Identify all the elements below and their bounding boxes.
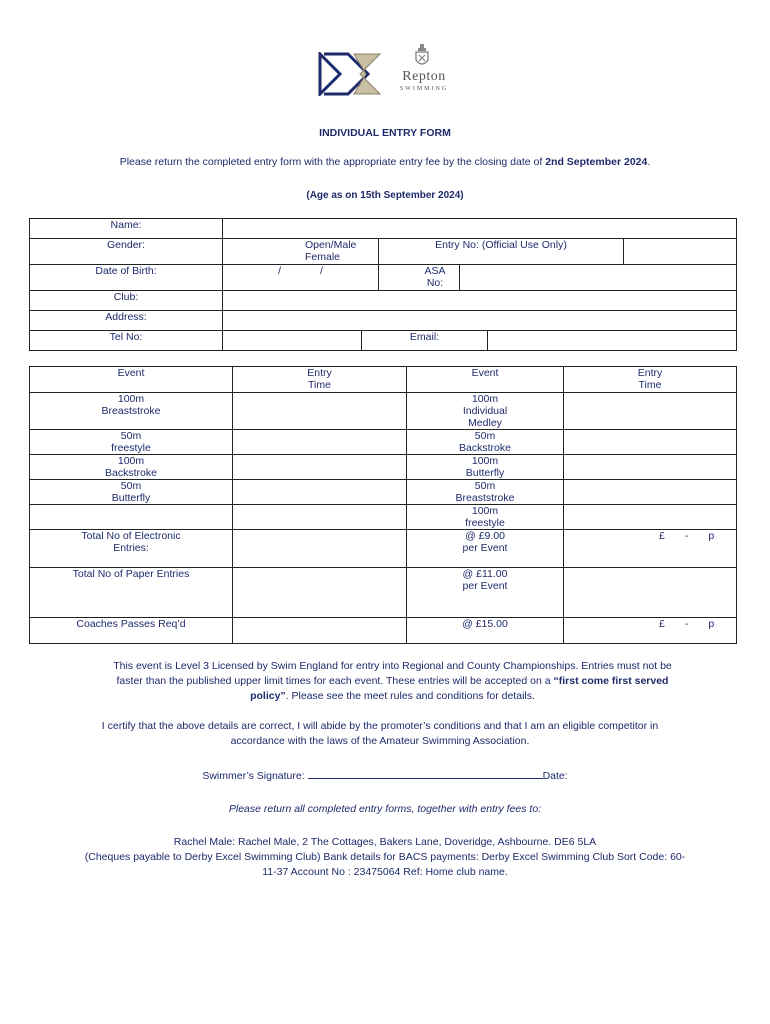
email-field[interactable]	[488, 331, 737, 351]
entry-time-field[interactable]	[233, 393, 407, 430]
event-name: 50m Butterfly	[30, 480, 233, 505]
event-name: 100m Breaststroke	[30, 393, 233, 430]
event-name: 100m Individual Medley	[407, 393, 564, 430]
postal-address	[80, 835, 690, 880]
brand-sub: SWIMMING	[399, 86, 449, 92]
entry-time-field[interactable]	[564, 505, 737, 530]
certify-text: I certify that the above details are correct, I will abide by the promoter’s conditions and that I am an eligible competitor in accordance with the laws of the Amateur Swimming Association.	[101, 720, 659, 747]
entry-time-header: Entry Time	[564, 367, 737, 393]
entry-time-field[interactable]	[233, 455, 407, 480]
signature-line	[0, 768, 770, 782]
intro-text: Please return the completed entry form with the appropriate entry fee by the closing date of 2nd September 2024.	[119, 156, 651, 168]
event-name: 100m Backstroke	[30, 455, 233, 480]
paper-fee: @ £11.00 per Event	[407, 568, 564, 618]
event-name: 50m Backstroke	[407, 430, 564, 455]
email-label: Email:	[362, 331, 488, 351]
events-header: Event	[407, 367, 564, 393]
date-label: Date:	[542, 770, 568, 782]
asa-field[interactable]	[460, 265, 737, 291]
name-field[interactable]	[223, 219, 737, 239]
dob-field[interactable]: / /	[223, 265, 379, 291]
entry-no-field[interactable]	[624, 239, 737, 265]
entry-time-field[interactable]	[564, 393, 737, 430]
form-title: INDIVIDUAL ENTRY FORM	[319, 127, 451, 139]
address-line-1: Rachel Male: Rachel Male, 2 The Cottages, Bakers Lane, Doveridge, Ashbourne. DE6 5LA	[173, 836, 597, 848]
entry-time-field[interactable]	[233, 480, 407, 505]
signature-label: Swimmer’s Signature:	[202, 770, 308, 782]
name-label: Name:	[30, 219, 223, 239]
repton-brand	[391, 70, 457, 92]
gender-field[interactable]	[223, 239, 379, 265]
signature-field[interactable]	[308, 768, 543, 779]
entry-time-field[interactable]	[233, 505, 407, 530]
event-name: 50m freestyle	[30, 430, 233, 455]
event-name: 100m Butterfly	[407, 455, 564, 480]
entry-time-field[interactable]	[564, 430, 737, 455]
coaches-passes-field[interactable]	[233, 618, 407, 644]
club-label: Club:	[30, 291, 223, 311]
entry-time-field[interactable]	[233, 430, 407, 455]
club-field[interactable]	[223, 291, 737, 311]
return-instructions: Please return all completed entry forms, together with entry fees to:	[228, 803, 542, 815]
event-name: 50m Breaststroke	[407, 480, 564, 505]
coaches-passes-label: Coaches Passes Req’d	[30, 618, 233, 644]
closing-date: 2nd September 2024	[545, 156, 648, 168]
events-table	[29, 366, 737, 644]
entry-time-field[interactable]	[564, 480, 737, 505]
paper-total-field[interactable]	[564, 568, 737, 618]
electronic-entries-label: Total No of Electronic Entries:	[30, 530, 233, 568]
address-field[interactable]	[223, 311, 737, 331]
age-note: (Age as on 15th September 2024)	[306, 190, 464, 201]
events-header: Event	[30, 367, 233, 393]
electronic-fee: @ £9.00 per Event	[407, 530, 564, 568]
asa-label: ASA No:	[379, 265, 460, 291]
electronic-entries-field[interactable]	[233, 530, 407, 568]
brand-name: Repton	[402, 69, 446, 84]
policy-bold: “first come first served policy”	[250, 675, 669, 702]
gender-options: Open/Male Female	[305, 239, 357, 263]
tel-label: Tel No:	[30, 331, 223, 351]
entry-time-header: Entry Time	[233, 367, 407, 393]
entry-time-field[interactable]	[564, 455, 737, 480]
coaches-fee: @ £15.00	[407, 618, 564, 644]
repton-crest-icon	[413, 42, 431, 68]
tel-field[interactable]	[223, 331, 362, 351]
event-name	[30, 505, 233, 530]
electronic-total-field[interactable]: £ - p	[564, 530, 737, 568]
dob-label: Date of Birth:	[30, 265, 223, 291]
entry-no-label: Entry No: (Official Use Only)	[379, 239, 624, 265]
event-name: 100m freestyle	[407, 505, 564, 530]
address-label: Address:	[30, 311, 223, 331]
coaches-total-field[interactable]: £ - p	[564, 618, 737, 644]
paper-entries-label: Total No of Paper Entries	[30, 568, 233, 618]
address-line-2: (Cheques payable to Derby Excel Swimming Club) Bank details for BACS payments: Derby Excel Swimming Club Sort Code: 60-11-37 Account No : 23475064 Ref: Home club name.	[84, 851, 686, 878]
details-table	[29, 218, 737, 351]
gender-label: Gender:	[30, 239, 223, 265]
level-notice: This event is Level 3 Licensed by Swim England for entry into Regional and County Championships. Entries must not be faster than the published upper limit times for each event. These entries will be accepted on a “first come first served policy”. Please see the meet rules and conditions for details.	[113, 660, 672, 702]
club-x-logo	[318, 52, 382, 96]
paper-entries-field[interactable]	[233, 568, 407, 618]
